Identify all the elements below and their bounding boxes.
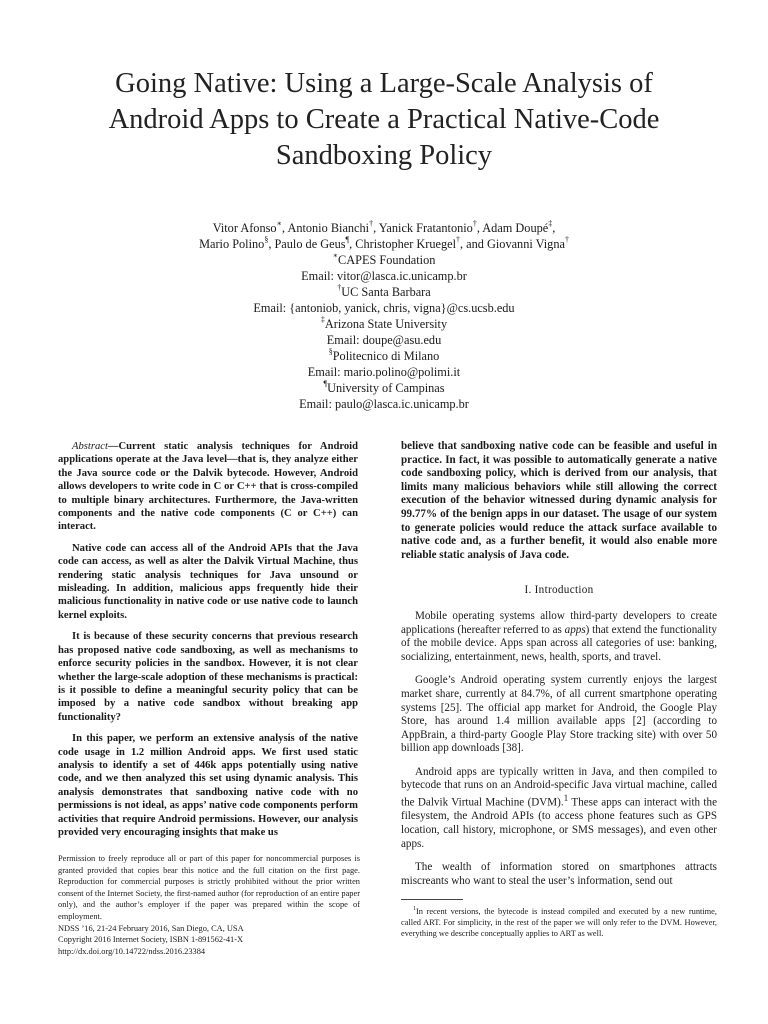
affiliation-mark: ¶	[323, 378, 328, 388]
emphasis: apps	[564, 623, 586, 636]
footnote-ref[interactable]: 1	[563, 794, 569, 805]
abstract-paragraph: It is because of these security concerns that previous research has proposed native code sandboxing, as well as mechanisms to enforce security policies in the sandbox. However, it is not clear whether the large-scale adoption of these mechanisms is practical: is it possible to define a meaningful security policy that can be imposed by a native code sandbox without breaking app functionality?	[58, 631, 358, 723]
body-paragraph	[401, 610, 717, 664]
text-run: In recent versions, the bytecode is instead compiled and executed by a new runtime, called ART. For simplicity, in the rest of the paper we will only refer to the DVM. However, everything we describe conceptually applies to ART as well.	[401, 906, 717, 938]
author-name: Vitor Afonso	[212, 221, 277, 235]
footnote-divider	[401, 899, 463, 900]
author-block	[40, 220, 728, 412]
author-line	[40, 236, 728, 252]
title-line: Sandboxing Policy	[275, 140, 493, 171]
abstract-paragraph	[58, 440, 358, 534]
copyright-line: Copyright 2016 Internet Society, ISBN 1-891562-41-X	[58, 935, 244, 945]
affiliation-email: Email: {antoniob, yanick, chris, vigna}@cs.ucsb.edu	[253, 301, 515, 315]
affiliation-mark: †	[564, 234, 569, 244]
affiliation-mark: ∗	[332, 250, 339, 260]
title-line: Going Native: Using a Large-Scale Analysis of	[115, 68, 653, 99]
conference-line: NDSS ’16, 21-24 February 2016, San Diego, CA, USA	[58, 923, 244, 933]
right-column	[401, 440, 717, 898]
affiliation-mark: †	[337, 282, 342, 292]
affiliation	[40, 252, 728, 268]
affiliation-mark: †	[472, 218, 477, 228]
section-heading: I. Introduction	[524, 584, 594, 597]
paper-title	[40, 66, 728, 174]
affiliation-mark: ¶	[345, 234, 350, 244]
text-run: Android apps are typically written in Java, and then compiled to bytecode that runs on an Android-specific Java virtual machine, called the Dalvik Virtual Machine (DVM).	[401, 765, 717, 809]
body-paragraph: Google’s Android operating system currently enjoys the largest market share, currently at 84.7%, of all current smartphone operating systems [25]. The official app market for Android, the Google Play Store, has around 1.4 million available apps [2] (according to AppBrain, a third-party Google Play Store tracking site) with over 50 billion app downloads [38].	[401, 674, 717, 755]
permission-notice	[58, 853, 360, 957]
author-name: , Antonio Bianchi	[281, 221, 370, 235]
abstract-paragraph: In this paper, we perform an extensive analysis of the native code usage in 1.2 million Android apps. We first used static analysis to identify a set of 446k apps potentially using native code, and we then analyzed this set using dynamic analysis. This analysis demonstrates that sandboxing native code with no permissions is not ideal, as apps’ native code components perform activities that require Android permissions. However, our analysis provided very encouraging insights that make us	[58, 733, 358, 838]
author-name: , Christopher Kruegel	[349, 237, 457, 251]
affiliation-name: CAPES Foundation	[338, 253, 436, 267]
affiliation	[40, 284, 728, 300]
affiliation-name: Politecnico di Milano	[332, 349, 440, 363]
abstract-continuation	[401, 440, 717, 562]
affiliation-email: Email: vitor@lasca.ic.unicamp.br	[301, 269, 467, 283]
affiliation-email: Email: doupe@asu.edu	[326, 333, 442, 347]
title-line: Android Apps to Create a Practical Native-Code	[108, 104, 660, 135]
author-name: , Yanick Fratantonio	[373, 221, 473, 235]
abstract-column	[58, 440, 358, 847]
author-name: Mario Polino	[199, 237, 265, 251]
affiliation	[40, 316, 728, 332]
introduction-body	[401, 610, 717, 888]
text-run: ) that extend the functionality of the mobile device. Apps span across all categories of use: banking, socializing, entertainment, news, health, sports, and travel.	[401, 623, 717, 663]
affiliation-mark: §	[264, 234, 269, 244]
affiliation-mark: †	[369, 218, 374, 228]
text-run: Mobile operating systems allow third-party developers to create applications (hereafter referred to as	[401, 609, 717, 636]
author-name: , and Giovanni Vigna	[460, 237, 565, 251]
footnote	[401, 904, 717, 939]
affiliation-mark: ‡	[320, 314, 325, 324]
author-name: , Adam Doupé	[476, 221, 549, 235]
affiliation-name: UC Santa Barbara	[341, 285, 431, 299]
body-paragraph	[401, 766, 717, 851]
punctuation: ,	[552, 221, 556, 235]
abstract-paragraph: believe that sandboxing native code can be feasible and useful in practice. In fact, it was possible to automatically generate a native code sandboxing policy, which is derived from our analysis, that limits many malicious behaviors while still allowing the correct execution of the behavior witnessed during dynamic analysis for 99.77% of the benign apps in our dataset. The usage of our system to generate policies would reduce the attack surface available to native code and, as a further benefit, it would also enable more reliable static analysis of Java code.	[401, 440, 717, 561]
affiliation-email: Email: mario.polino@polimi.it	[307, 365, 461, 379]
affiliation-email: Email: paulo@lasca.ic.unicamp.br	[299, 397, 469, 411]
affiliation-mark: §	[328, 346, 333, 356]
text-run: These apps can interact with the filesystem, the Android APIs (to access phone features such as GPS location, call history, microphone, or SMS messages), and even other apps.	[401, 796, 717, 850]
affiliation-name: University of Campinas	[327, 381, 445, 395]
affiliation-mark: ∗	[276, 218, 282, 228]
abstract-text: —Current static analysis techniques for Android applications operate at the Java level—that is, they analyze either the Java source code or the Dalvik bytecode. However, Android allows developers to write code in C or C++ that is cross-compiled to multiple binary architectures. Furthermore, the Java-written components and the native code components (C or C++) can interact.	[58, 441, 358, 533]
affiliation-mark: †	[456, 234, 461, 244]
author-line	[40, 220, 728, 236]
affiliation-name: Arizona State University	[324, 317, 448, 331]
footnote-text	[401, 904, 717, 939]
doi-link[interactable]: http://dx.doi.org/10.14722/ndss.2016.23384	[58, 946, 206, 956]
affiliation	[40, 348, 728, 364]
author-name: , Paulo de Geus	[268, 237, 346, 251]
abstract-label: Abstract	[72, 441, 108, 452]
affiliation	[40, 380, 728, 396]
permission-text: Permission to freely reproduce all or part of this paper for noncommercial purposes is granted provided that copies bear this notice and the full citation on the first page. Reproduction for commercial purposes is strictly prohibited without the prior written consent of the Internet Society, the first-named author (for reproduction of an entire paper only), and the author’s employer if the paper was prepared within the scope of employment.	[58, 854, 360, 921]
footnote-mark: 1	[413, 906, 416, 912]
body-paragraph: The wealth of information stored on smartphones attracts miscreants who want to steal the user’s information, send out	[401, 861, 717, 887]
affiliation-mark: ‡	[548, 218, 553, 228]
abstract-paragraph: Native code can access all of the Android APIs that the Java code can access, as well as alter the Dalvik Virtual Machine, thus rendering static analysis techniques for Java unsound or misleading. In addition, malicious apps frequently hide their malicious functionality in native code or use native code to launch kernel exploits.	[58, 542, 358, 621]
